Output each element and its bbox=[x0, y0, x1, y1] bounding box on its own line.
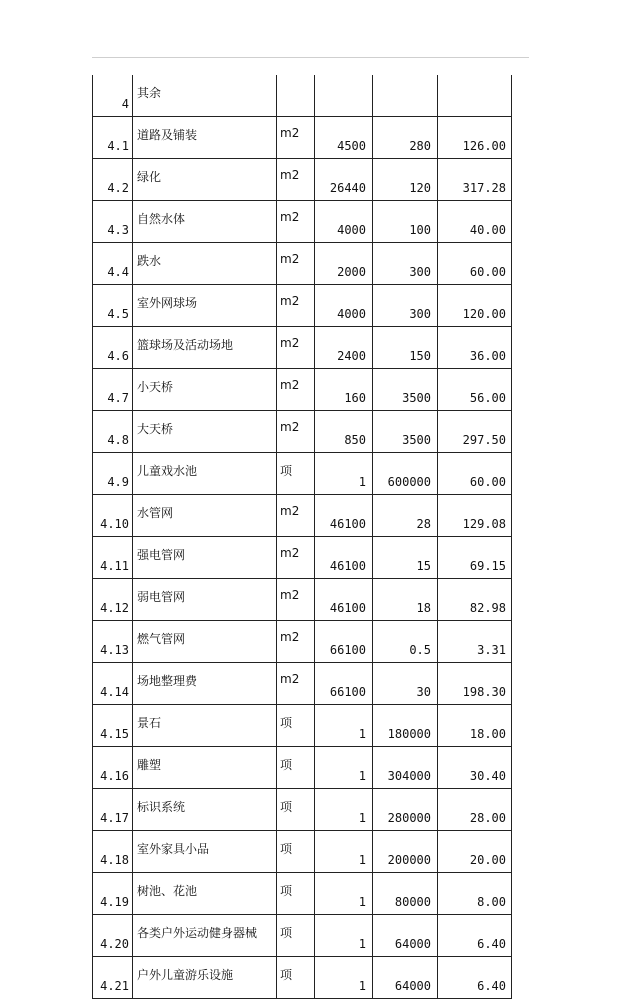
item-quantity: 2000 bbox=[315, 243, 373, 285]
item-name: 儿童戏水池 bbox=[133, 453, 277, 495]
table-row bbox=[93, 285, 512, 327]
item-total: 120.00 bbox=[438, 285, 512, 327]
item-unit-price: 300 bbox=[373, 285, 438, 327]
item-total: 28.00 bbox=[438, 789, 512, 831]
item-name: 标识系统 bbox=[133, 789, 277, 831]
table-row bbox=[93, 957, 512, 999]
table-row bbox=[93, 579, 512, 621]
item-total: 3.31 bbox=[438, 621, 512, 663]
item-quantity: 1 bbox=[315, 873, 373, 915]
item-unit: 项 bbox=[277, 789, 315, 831]
table-row bbox=[93, 243, 512, 285]
item-code: 4.10 bbox=[93, 495, 133, 537]
item-quantity: 1 bbox=[315, 705, 373, 747]
item-total: 198.30 bbox=[438, 663, 512, 705]
item-unit: m2 bbox=[277, 369, 315, 411]
item-total: 317.28 bbox=[438, 159, 512, 201]
item-quantity: 1 bbox=[315, 915, 373, 957]
table-row bbox=[93, 789, 512, 831]
item-name: 绿化 bbox=[133, 159, 277, 201]
item-name: 其余 bbox=[133, 75, 277, 117]
item-name: 弱电管网 bbox=[133, 579, 277, 621]
item-name: 篮球场及活动场地 bbox=[133, 327, 277, 369]
cost-table-body bbox=[93, 75, 512, 999]
item-quantity: 26440 bbox=[315, 159, 373, 201]
item-name: 道路及铺装 bbox=[133, 117, 277, 159]
table-row bbox=[93, 915, 512, 957]
item-code: 4.8 bbox=[93, 411, 133, 453]
item-code: 4.21 bbox=[93, 957, 133, 999]
item-name: 室外家具小品 bbox=[133, 831, 277, 873]
item-name: 自然水体 bbox=[133, 201, 277, 243]
item-unit-price: 3500 bbox=[373, 369, 438, 411]
table-row bbox=[93, 75, 512, 117]
item-name: 燃气管网 bbox=[133, 621, 277, 663]
item-code: 4.11 bbox=[93, 537, 133, 579]
item-unit-price: 180000 bbox=[373, 705, 438, 747]
item-quantity: 4000 bbox=[315, 201, 373, 243]
item-unit: m2 bbox=[277, 537, 315, 579]
item-unit-price: 200000 bbox=[373, 831, 438, 873]
item-name: 景石 bbox=[133, 705, 277, 747]
item-total: 8.00 bbox=[438, 873, 512, 915]
item-total: 20.00 bbox=[438, 831, 512, 873]
item-name: 场地整理费 bbox=[133, 663, 277, 705]
cost-table bbox=[92, 75, 512, 999]
table-row bbox=[93, 159, 512, 201]
item-code: 4.2 bbox=[93, 159, 133, 201]
item-total: 30.40 bbox=[438, 747, 512, 789]
table-row bbox=[93, 663, 512, 705]
item-unit-price: 280000 bbox=[373, 789, 438, 831]
item-quantity: 160 bbox=[315, 369, 373, 411]
item-total: 56.00 bbox=[438, 369, 512, 411]
item-quantity: 1 bbox=[315, 789, 373, 831]
item-name: 各类户外运动健身器械 bbox=[133, 915, 277, 957]
item-quantity: 4000 bbox=[315, 285, 373, 327]
item-unit-price: 0.5 bbox=[373, 621, 438, 663]
item-name: 强电管网 bbox=[133, 537, 277, 579]
item-quantity: 1 bbox=[315, 957, 373, 999]
item-quantity: 46100 bbox=[315, 579, 373, 621]
item-code: 4.1 bbox=[93, 117, 133, 159]
item-unit: 项 bbox=[277, 705, 315, 747]
item-total: 129.08 bbox=[438, 495, 512, 537]
item-unit: m2 bbox=[277, 285, 315, 327]
item-name: 大天桥 bbox=[133, 411, 277, 453]
item-name: 雕塑 bbox=[133, 747, 277, 789]
header-rule bbox=[92, 57, 529, 58]
item-name: 户外儿童游乐设施 bbox=[133, 957, 277, 999]
item-total: 40.00 bbox=[438, 201, 512, 243]
item-quantity: 46100 bbox=[315, 495, 373, 537]
item-code: 4.20 bbox=[93, 915, 133, 957]
item-quantity: 46100 bbox=[315, 537, 373, 579]
table-row bbox=[93, 117, 512, 159]
table-row bbox=[93, 537, 512, 579]
item-code: 4.15 bbox=[93, 705, 133, 747]
item-code: 4.3 bbox=[93, 201, 133, 243]
item-total: 126.00 bbox=[438, 117, 512, 159]
item-unit: 项 bbox=[277, 747, 315, 789]
item-unit: 项 bbox=[277, 873, 315, 915]
item-unit: m2 bbox=[277, 411, 315, 453]
item-code: 4.16 bbox=[93, 747, 133, 789]
item-unit-price bbox=[373, 75, 438, 117]
table-row bbox=[93, 369, 512, 411]
item-unit: m2 bbox=[277, 495, 315, 537]
item-total: 18.00 bbox=[438, 705, 512, 747]
item-unit-price: 64000 bbox=[373, 915, 438, 957]
table-row bbox=[93, 747, 512, 789]
item-code: 4.9 bbox=[93, 453, 133, 495]
item-unit: 项 bbox=[277, 453, 315, 495]
item-unit: m2 bbox=[277, 327, 315, 369]
item-total: 6.40 bbox=[438, 957, 512, 999]
item-unit-price: 100 bbox=[373, 201, 438, 243]
item-name: 小天桥 bbox=[133, 369, 277, 411]
item-quantity: 850 bbox=[315, 411, 373, 453]
item-unit-price: 3500 bbox=[373, 411, 438, 453]
table-row bbox=[93, 873, 512, 915]
item-quantity: 1 bbox=[315, 747, 373, 789]
item-code: 4.14 bbox=[93, 663, 133, 705]
item-total: 36.00 bbox=[438, 327, 512, 369]
item-total: 82.98 bbox=[438, 579, 512, 621]
item-unit: 项 bbox=[277, 831, 315, 873]
item-unit-price: 280 bbox=[373, 117, 438, 159]
item-unit: m2 bbox=[277, 117, 315, 159]
item-unit: 项 bbox=[277, 957, 315, 999]
item-unit: m2 bbox=[277, 201, 315, 243]
item-unit: m2 bbox=[277, 243, 315, 285]
item-name: 水管网 bbox=[133, 495, 277, 537]
item-code: 4.19 bbox=[93, 873, 133, 915]
item-quantity: 4500 bbox=[315, 117, 373, 159]
item-unit: m2 bbox=[277, 621, 315, 663]
item-quantity: 1 bbox=[315, 453, 373, 495]
item-code: 4.13 bbox=[93, 621, 133, 663]
item-unit: m2 bbox=[277, 159, 315, 201]
item-unit-price: 80000 bbox=[373, 873, 438, 915]
item-unit-price: 120 bbox=[373, 159, 438, 201]
item-unit: 项 bbox=[277, 915, 315, 957]
item-code: 4.12 bbox=[93, 579, 133, 621]
item-name: 树池、花池 bbox=[133, 873, 277, 915]
item-name: 跌水 bbox=[133, 243, 277, 285]
item-unit-price: 28 bbox=[373, 495, 438, 537]
item-quantity bbox=[315, 75, 373, 117]
item-unit-price: 15 bbox=[373, 537, 438, 579]
item-total: 60.00 bbox=[438, 453, 512, 495]
item-unit-price: 30 bbox=[373, 663, 438, 705]
table-row bbox=[93, 327, 512, 369]
item-name: 室外网球场 bbox=[133, 285, 277, 327]
table-row bbox=[93, 201, 512, 243]
item-unit-price: 64000 bbox=[373, 957, 438, 999]
item-code: 4.17 bbox=[93, 789, 133, 831]
table-row bbox=[93, 411, 512, 453]
item-unit-price: 18 bbox=[373, 579, 438, 621]
table-row bbox=[93, 831, 512, 873]
item-total: 297.50 bbox=[438, 411, 512, 453]
table-row bbox=[93, 453, 512, 495]
item-quantity: 1 bbox=[315, 831, 373, 873]
item-code: 4.4 bbox=[93, 243, 133, 285]
item-unit-price: 150 bbox=[373, 327, 438, 369]
item-code: 4.5 bbox=[93, 285, 133, 327]
item-total: 69.15 bbox=[438, 537, 512, 579]
item-unit bbox=[277, 75, 315, 117]
item-code: 4.6 bbox=[93, 327, 133, 369]
item-code: 4 bbox=[93, 75, 133, 117]
item-unit-price: 300 bbox=[373, 243, 438, 285]
item-quantity: 66100 bbox=[315, 663, 373, 705]
item-unit-price: 304000 bbox=[373, 747, 438, 789]
item-unit: m2 bbox=[277, 663, 315, 705]
table-row bbox=[93, 621, 512, 663]
item-total bbox=[438, 75, 512, 117]
item-total: 60.00 bbox=[438, 243, 512, 285]
table-row bbox=[93, 705, 512, 747]
table-row bbox=[93, 495, 512, 537]
item-code: 4.18 bbox=[93, 831, 133, 873]
item-quantity: 2400 bbox=[315, 327, 373, 369]
item-unit-price: 600000 bbox=[373, 453, 438, 495]
item-code: 4.7 bbox=[93, 369, 133, 411]
item-total: 6.40 bbox=[438, 915, 512, 957]
item-quantity: 66100 bbox=[315, 621, 373, 663]
item-unit: m2 bbox=[277, 579, 315, 621]
